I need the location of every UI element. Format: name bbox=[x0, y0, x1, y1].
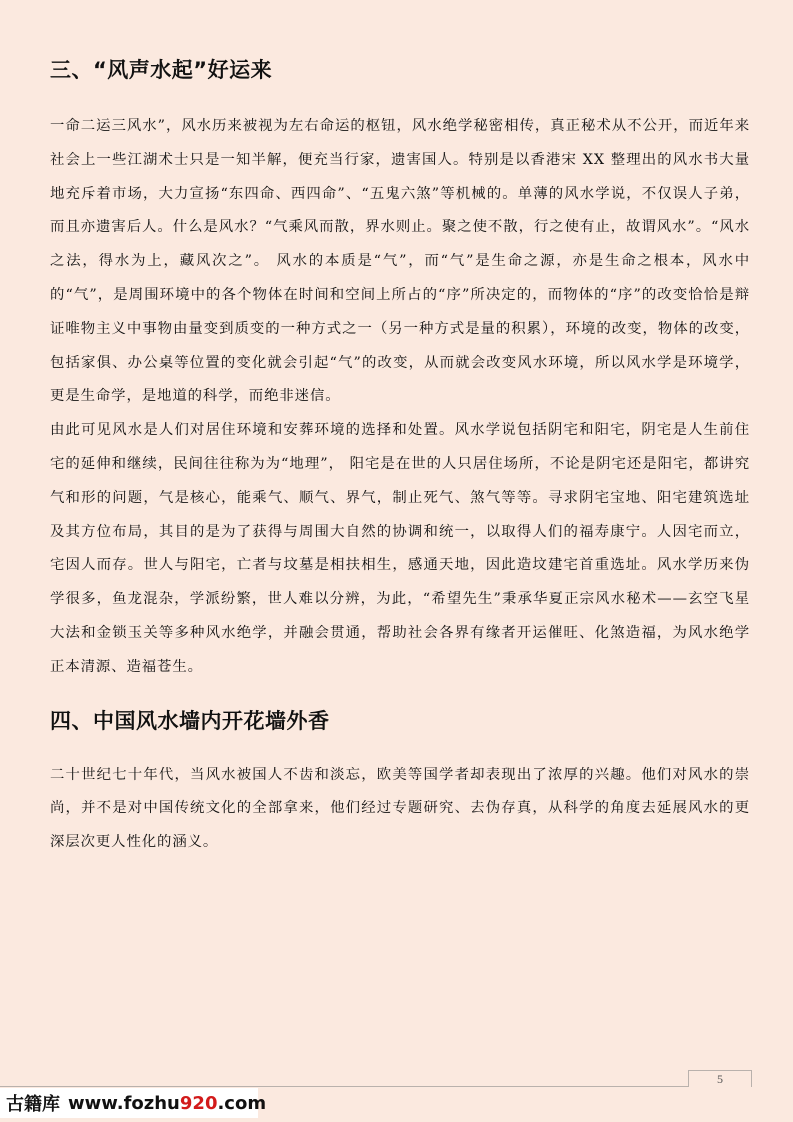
watermark-site-name: 古籍库 bbox=[6, 1094, 60, 1115]
section-4-paragraph-1: 二十世纪七十年代，当风水被国人不齿和淡忘，欧美等国学者却表现出了浓厚的兴趣。他们对风水的崇尚，并不是对中国传统文化的全部拿来，他们经过专题研究、去伪存真，从科学的角度去延展风水的更深层次更人性化的涵义。 bbox=[50, 766, 750, 851]
section-3-heading: 三、“风声水起”好运来 bbox=[50, 58, 273, 82]
document-page bbox=[50, 40, 750, 860]
site-watermark bbox=[0, 1088, 267, 1118]
section-4-heading: 四、中国风水墙内开花墙外香 bbox=[50, 708, 330, 733]
footer-divider bbox=[0, 1086, 688, 1087]
section-3-paragraph-2: 由此可见风水是人们对居住环境和安葬环境的选择和处置。风水学说包括阴宅和阳宅，阴宅是人生前住宅的延伸和继续，民间往往称为为“地理”， 阳宅是在世的人只居住场所，不论是阴宅还是阳宅，都讲究气和形的问题，气是核心，能乘气、顺气、界气，制止死气、煞气等等。寻求阴宅宝地、阳宅建筑选址及其方位布局，其目的是为了获得与周围大自然的协调和统一，以取得人们的福寿康宁。人因宅而立，宅因人而存。世人与阳宅，亡者与坟墓是相扶相生，感通天地，因此造坟建宅首重选址。风水学历来伪学很多，鱼龙混杂，学派纷繁，世人难以分辨，为此，“希望先生”秉承华夏正宗风水秘术——玄空飞星大法和金锁玉关等多种风水绝学，并融会贯通，帮助社会各界有缘者开运催旺、化煞造福，为风水绝学正本清源、造福苍生。 bbox=[50, 422, 750, 675]
page-number: 5 bbox=[688, 1070, 752, 1087]
section-3-paragraph-1: 一命二运三风水”，风水历来被视为左右命运的枢钮，风水绝学秘密相传，真正秘术从不公开，而近年来社会上一些江湖术士只是一知半解，便充当行家，遗害国人。特别是以香港宋 XX 整理出的风水书大量地充斥着市场，大力宣扬“东四命、西四命”、“五鬼六煞”等机械的。单薄的风水学说，不仅误人子弟，而且亦遗害后人。什么是风水？“气乘风而散，界水则止。聚之使不散，行之使有止，故谓风水”。“风水之法，得水为上，藏风次之”。 风水的本质是“气”，而“气”是生命之源，亦是生命之根本，风水中的“气”，是周围环境中的各个物体在时间和空间上所占的“序”所决定的，而物体的“序”的改变恰恰是辩证唯物主义中事物由量变到质变的一种方式之一（另一种方式是量的积累），环境的改变，物体的改变，包括家俱、办公桌等位置的变化就会引起“气”的改变，从而就会改变风水环境，所以风水学是环境学，更是生命学，是地道的科学，而绝非迷信。 bbox=[50, 118, 750, 405]
watermark-url-suffix: .com bbox=[217, 1092, 267, 1114]
watermark-url-prefix: www.fozhu bbox=[68, 1092, 180, 1114]
watermark-url-number: 920 bbox=[179, 1092, 218, 1114]
